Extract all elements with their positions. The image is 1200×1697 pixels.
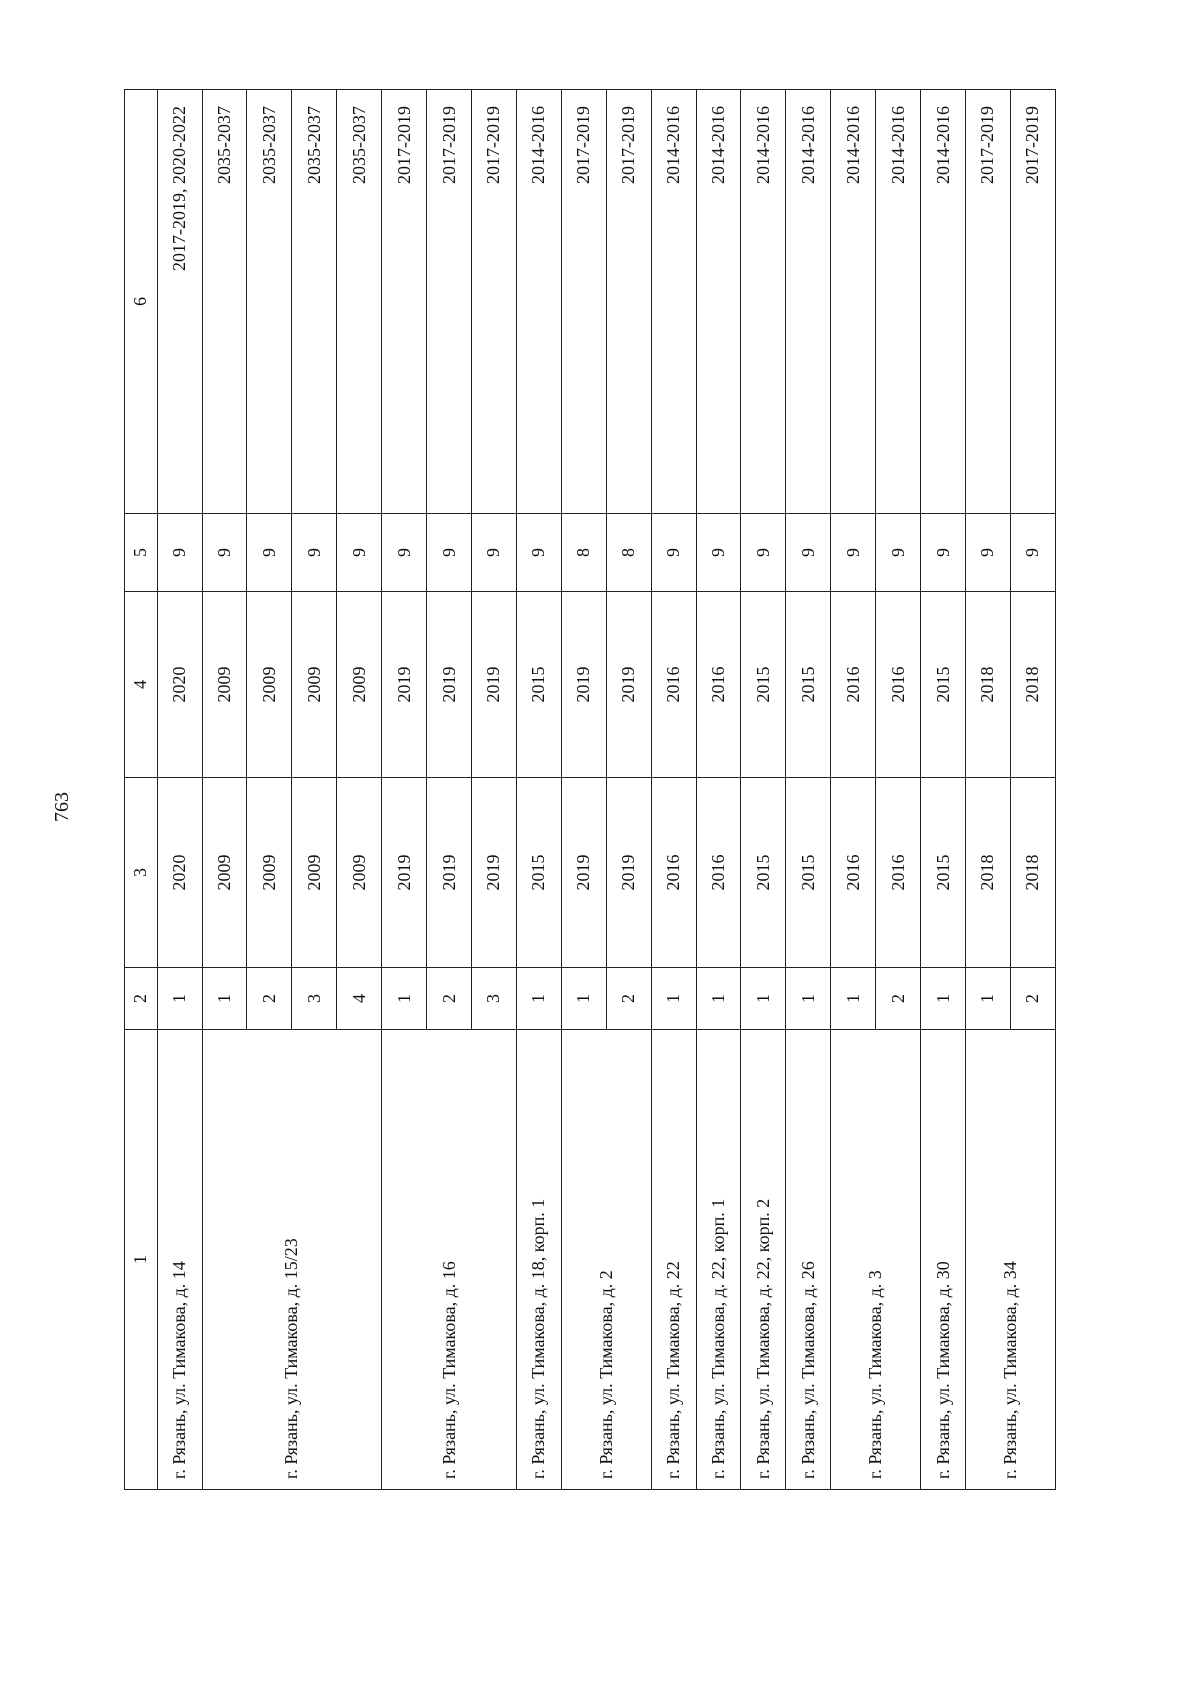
year-cell: 2019: [427, 592, 472, 778]
period-cell: 2017-2019: [472, 90, 517, 514]
address-cell: г. Рязань, ул. Тимакова, д. 18, корп. 1: [516, 1030, 561, 1490]
period-cell: 2014-2016: [696, 90, 741, 514]
address-cell: г. Рязань, ул. Тимакова, д. 22, корп. 2: [741, 1030, 786, 1490]
entry-number-cell: 1: [786, 968, 831, 1030]
floors-cell: 9: [472, 514, 517, 592]
entry-number-cell: 1: [202, 968, 247, 1030]
entry-number-cell: 3: [292, 968, 337, 1030]
year-cell: 2015: [516, 592, 561, 778]
table-row: [786, 90, 831, 1490]
period-cell: 2017-2019: [427, 90, 472, 514]
year-cell: 2018: [965, 778, 1010, 968]
period-cell: 2014-2016: [786, 90, 831, 514]
entry-number-cell: 1: [382, 968, 427, 1030]
table-row: [202, 90, 247, 1490]
entry-number-cell: 1: [696, 968, 741, 1030]
entry-number-cell: 2: [247, 968, 292, 1030]
entry-number-cell: 1: [921, 968, 966, 1030]
floors-cell: 9: [1010, 514, 1055, 592]
table-row: [516, 90, 561, 1490]
year-cell: 2016: [696, 778, 741, 968]
entry-number-cell: 3: [472, 968, 517, 1030]
entry-number-cell: 1: [741, 968, 786, 1030]
period-cell: 2017-2019: [382, 90, 427, 514]
floors-cell: 9: [651, 514, 696, 592]
year-cell: 2018: [1010, 778, 1055, 968]
header-cell: 6: [125, 90, 158, 514]
table-row: [696, 90, 741, 1490]
year-cell: 2020: [157, 592, 202, 778]
floors-cell: 9: [427, 514, 472, 592]
address-cell: г. Рязань, ул. Тимакова, д. 22, корп. 1: [696, 1030, 741, 1490]
floors-cell: 9: [382, 514, 427, 592]
period-cell: 2017-2019: [561, 90, 606, 514]
address-cell: г. Рязань, ул. Тимакова, д. 3: [831, 1030, 921, 1490]
year-cell: 2019: [561, 592, 606, 778]
year-cell: 2015: [921, 778, 966, 968]
year-cell: 2016: [831, 778, 876, 968]
table-row: [741, 90, 786, 1490]
period-cell: 2017-2019: [1010, 90, 1055, 514]
floors-cell: 9: [831, 514, 876, 592]
table-row: [561, 90, 606, 1490]
year-cell: 2009: [202, 778, 247, 968]
year-cell: 2018: [965, 592, 1010, 778]
header-row: [125, 90, 158, 1490]
period-cell: 2017-2019, 2020-2022: [157, 90, 202, 514]
year-cell: 2009: [292, 592, 337, 778]
table-body: [125, 90, 1056, 1490]
entry-number-cell: 4: [337, 968, 382, 1030]
period-cell: 2014-2016: [651, 90, 696, 514]
period-cell: 2014-2016: [516, 90, 561, 514]
year-cell: 2015: [516, 778, 561, 968]
period-cell: 2017-2019: [965, 90, 1010, 514]
floors-cell: 9: [786, 514, 831, 592]
year-cell: 2015: [786, 592, 831, 778]
year-cell: 2009: [337, 592, 382, 778]
floors-cell: 9: [202, 514, 247, 592]
address-cell: г. Рязань, ул. Тимакова, д. 34: [965, 1030, 1055, 1490]
year-cell: 2016: [876, 778, 921, 968]
entry-number-cell: 1: [965, 968, 1010, 1030]
floors-cell: 9: [741, 514, 786, 592]
entry-number-cell: 1: [831, 968, 876, 1030]
year-cell: 2019: [606, 778, 651, 968]
table-row: [831, 90, 876, 1490]
year-cell: 2019: [472, 592, 517, 778]
address-cell: г. Рязань, ул. Тимакова, д. 16: [382, 1030, 517, 1490]
year-cell: 2016: [696, 592, 741, 778]
header-cell: 2: [125, 968, 158, 1030]
floors-cell: 9: [247, 514, 292, 592]
floors-cell: 9: [876, 514, 921, 592]
period-cell: 2014-2016: [876, 90, 921, 514]
year-cell: 2009: [247, 778, 292, 968]
period-cell: 2035-2037: [337, 90, 382, 514]
period-cell: 2014-2016: [831, 90, 876, 514]
address-cell: г. Рязань, ул. Тимакова, д. 15/23: [202, 1030, 382, 1490]
floors-cell: 9: [696, 514, 741, 592]
period-cell: 2014-2016: [921, 90, 966, 514]
year-cell: 2016: [831, 592, 876, 778]
floors-cell: 9: [337, 514, 382, 592]
header-cell: 5: [125, 514, 158, 592]
floors-cell: 9: [157, 514, 202, 592]
entry-number-cell: 2: [427, 968, 472, 1030]
year-cell: 2018: [1010, 592, 1055, 778]
header-cell: 4: [125, 592, 158, 778]
year-cell: 2009: [202, 592, 247, 778]
address-cell: г. Рязань, ул. Тимакова, д. 30: [921, 1030, 966, 1490]
table-container: [124, 90, 1056, 1490]
header-cell: 1: [125, 1030, 158, 1490]
data-table: [124, 89, 1056, 1490]
floors-cell: 8: [606, 514, 651, 592]
period-cell: 2035-2037: [247, 90, 292, 514]
year-cell: 2009: [337, 778, 382, 968]
year-cell: 2015: [786, 778, 831, 968]
table-row: [965, 90, 1010, 1490]
entry-number-cell: 1: [516, 968, 561, 1030]
period-cell: 2035-2037: [202, 90, 247, 514]
address-cell: г. Рязань, ул. Тимакова, д. 14: [157, 1030, 202, 1490]
floors-cell: 9: [516, 514, 561, 592]
table-row: [651, 90, 696, 1490]
address-cell: г. Рязань, ул. Тимакова, д. 2: [561, 1030, 651, 1490]
year-cell: 2019: [382, 778, 427, 968]
table-row: [157, 90, 202, 1490]
entry-number-cell: 1: [651, 968, 696, 1030]
floors-cell: 9: [965, 514, 1010, 592]
page-number: 763: [51, 792, 73, 822]
table-row: [382, 90, 427, 1490]
year-cell: 2009: [247, 592, 292, 778]
year-cell: 2020: [157, 778, 202, 968]
year-cell: 2015: [741, 592, 786, 778]
address-cell: г. Рязань, ул. Тимакова, д. 22: [651, 1030, 696, 1490]
header-cell: 3: [125, 778, 158, 968]
year-cell: 2016: [651, 778, 696, 968]
year-cell: 2015: [921, 592, 966, 778]
entry-number-cell: 2: [606, 968, 651, 1030]
year-cell: 2015: [741, 778, 786, 968]
year-cell: 2009: [292, 778, 337, 968]
period-cell: 2017-2019: [606, 90, 651, 514]
floors-cell: 8: [561, 514, 606, 592]
year-cell: 2019: [427, 778, 472, 968]
entry-number-cell: 1: [157, 968, 202, 1030]
entry-number-cell: 2: [876, 968, 921, 1030]
entry-number-cell: 1: [561, 968, 606, 1030]
year-cell: 2019: [606, 592, 651, 778]
year-cell: 2019: [561, 778, 606, 968]
address-cell: г. Рязань, ул. Тимакова, д. 26: [786, 1030, 831, 1490]
year-cell: 2016: [876, 592, 921, 778]
entry-number-cell: 2: [1010, 968, 1055, 1030]
period-cell: 2014-2016: [741, 90, 786, 514]
floors-cell: 9: [292, 514, 337, 592]
table-row: [921, 90, 966, 1490]
period-cell: 2035-2037: [292, 90, 337, 514]
year-cell: 2019: [472, 778, 517, 968]
floors-cell: 9: [921, 514, 966, 592]
year-cell: 2019: [382, 592, 427, 778]
year-cell: 2016: [651, 592, 696, 778]
